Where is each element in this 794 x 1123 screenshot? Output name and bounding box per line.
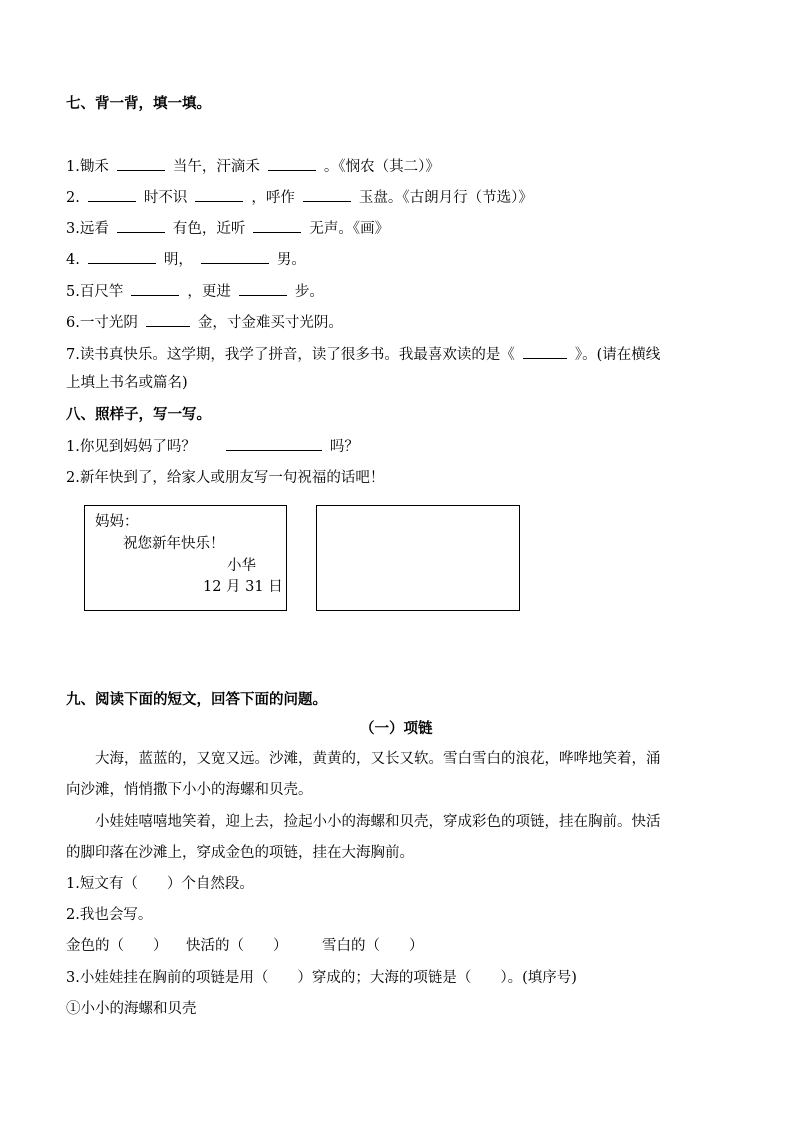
item-text: 。《悯农（其二）》 <box>323 159 440 175</box>
passage-paragraph-2: 小娃娃嘻嘻地笑着，迎上去，捡起小小的海螺和贝壳，穿成彩色的项链，挂在胸前。快活 <box>95 814 661 830</box>
answer-blank[interactable] <box>117 218 165 233</box>
answer-blank[interactable] <box>131 281 179 296</box>
answer-blank[interactable] <box>268 156 316 171</box>
question-2-item[interactable]: 雪白的（ ） <box>322 938 424 954</box>
passage-paragraph-1-line-2: 向沙滩，悄悄撒下小小的海螺和贝壳。 <box>66 782 313 798</box>
card-date: 12 月 31 日 <box>203 579 283 595</box>
passage-title: （一）项链 <box>360 720 433 737</box>
item-text: ，更进 <box>187 284 231 300</box>
card-wish: 祝您新年快乐！ <box>123 536 225 552</box>
passage-paragraph-1: 大海，蓝蓝的，又宽又远。沙滩，黄黄的，又长又软。雪白雪白的浪花，哗哗地笑着，涌 <box>95 751 661 767</box>
section-9-heading: 九、阅读下面的短文，回答下面的问题。 <box>66 691 327 708</box>
question-3: 3.小娃娃挂在胸前的项链是用（ ）穿成的；大海的项链是（ ）。(填序号) <box>66 970 577 986</box>
answer-blank[interactable] <box>239 281 287 296</box>
item-text: 6.一寸光阴 <box>66 315 138 331</box>
imitate-item-1 <box>66 436 359 457</box>
card-recipient: 妈妈： <box>95 514 139 530</box>
answer-blank[interactable] <box>88 249 156 264</box>
fill-item-6 <box>66 312 343 333</box>
item-text: 》。(请在横线 <box>574 347 661 363</box>
item-text: 1.锄禾 <box>66 159 109 175</box>
fill-item-2 <box>66 187 533 208</box>
item-text: 男。 <box>276 252 306 268</box>
answer-blank[interactable] <box>303 187 351 202</box>
question-2-item[interactable]: 金色的（ ） <box>66 938 168 954</box>
fill-item-5 <box>66 281 324 302</box>
fill-item-7 <box>66 344 660 365</box>
item-text: 1.你见到妈妈了吗？ <box>66 439 196 455</box>
item-text: 有色，近听 <box>172 221 246 237</box>
answer-blank[interactable] <box>253 218 301 233</box>
item-text: 步。 <box>294 284 324 300</box>
item-text: 时不识 <box>143 190 188 206</box>
item-text: ，呼作 <box>251 190 295 206</box>
item-text: 5.百尺竿 <box>66 284 124 300</box>
question-2: 2.我也会写。 <box>66 907 153 923</box>
imitate-item-2: 2.新年快到了，给家人或朋友写一句祝福的话吧！ <box>66 470 385 486</box>
passage-paragraph-2-line-2: 的脚印落在沙滩上，穿成金色的项链，挂在大海胸前。 <box>66 845 414 861</box>
item-text: 无声。《画》 <box>309 221 390 237</box>
answer-blank[interactable] <box>146 312 190 327</box>
answer-blank[interactable] <box>117 156 165 171</box>
section-8-heading: 八、照样子，写一写。 <box>66 406 211 423</box>
item-text: 3.远看 <box>66 221 109 237</box>
question-3-option-1: ①小小的海螺和贝壳 <box>66 1001 197 1017</box>
item-text: 玉盘。《古朗月行（节选）》 <box>358 190 533 206</box>
question-1: 1.短文有（ ）个自然段。 <box>66 876 254 892</box>
question-2-item[interactable]: 快活的（ ） <box>186 938 288 954</box>
answer-greeting-card[interactable] <box>316 505 520 611</box>
item-text: 4. <box>66 252 80 268</box>
item-text: 明， <box>163 252 193 268</box>
fill-item-3 <box>66 218 389 239</box>
answer-blank[interactable] <box>226 436 322 451</box>
item-text: 2. <box>66 190 80 206</box>
item-text: 7.读书真快乐。这学期，我学了拼音，读了很多书。我最喜欢读的是《 <box>66 347 515 363</box>
fill-item-7-continued: 上填上书名或篇名) <box>66 375 188 391</box>
item-text: 吗？ <box>329 439 359 455</box>
example-greeting-card <box>84 505 287 611</box>
answer-blank[interactable] <box>523 344 567 359</box>
fill-item-1 <box>66 156 440 177</box>
answer-blank[interactable] <box>88 187 136 202</box>
answer-blank[interactable] <box>201 249 269 264</box>
fill-item-4 <box>66 249 306 270</box>
card-signature: 小华 <box>227 558 256 574</box>
answer-blank[interactable] <box>195 187 243 202</box>
item-text: 当午，汗滴禾 <box>172 159 260 175</box>
section-7-heading: 七、背一背，填一填。 <box>66 95 211 112</box>
item-text: 金，寸金难买寸光阴。 <box>197 315 343 331</box>
